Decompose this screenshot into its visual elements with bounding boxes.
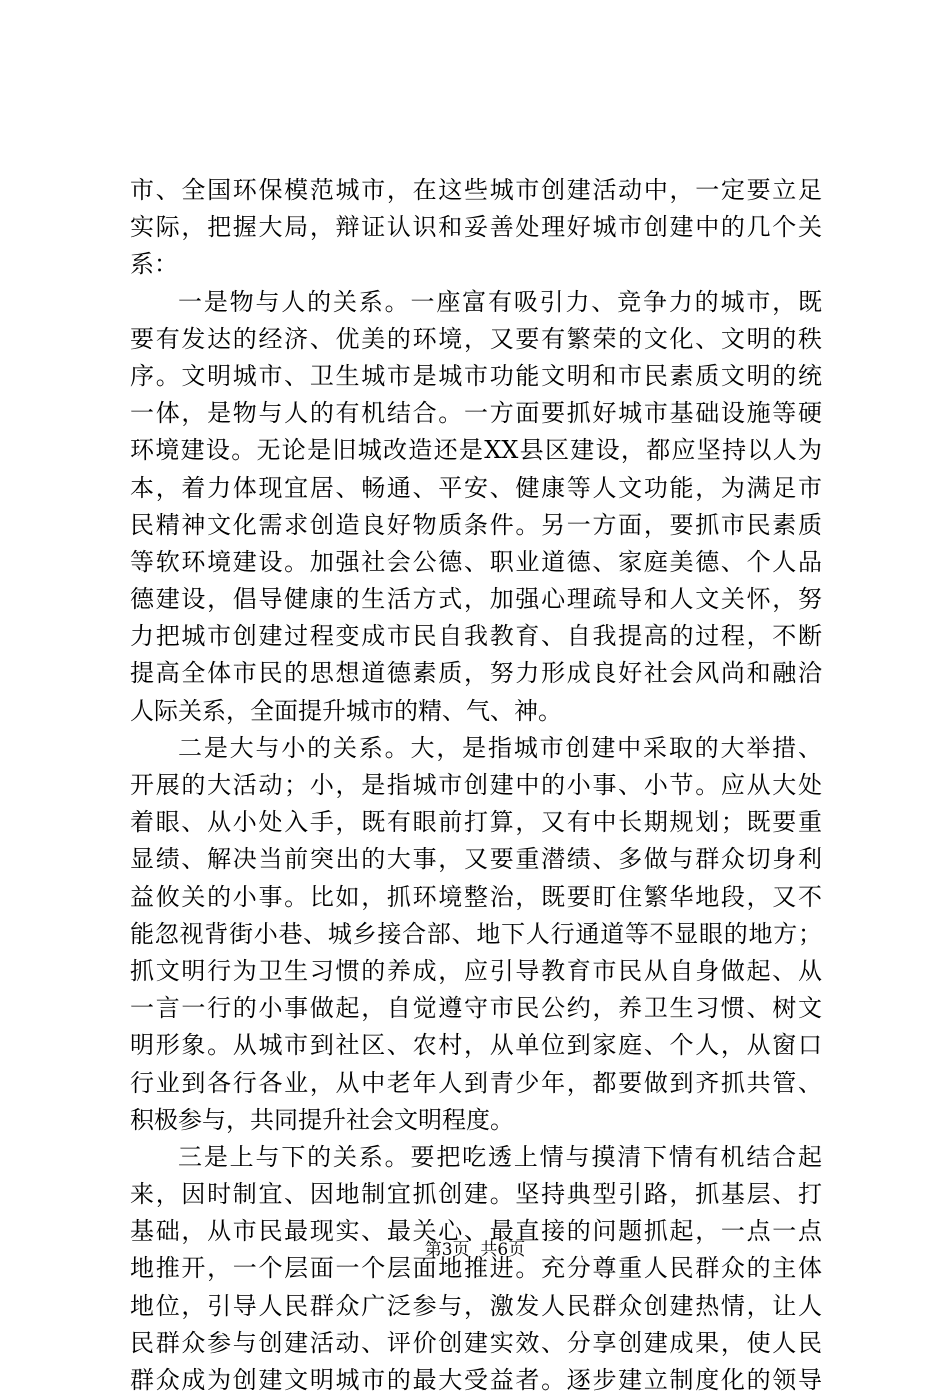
text-line: 一体，是物与人的有机结合。一方面要抓好城市基础设施等硬 xyxy=(130,399,822,428)
page-footer xyxy=(0,1238,950,1262)
text-line: 着眼、从小处入手，既有眼前打算，又有中长期规划；既要重 xyxy=(130,808,822,837)
text-line: 系： xyxy=(130,250,178,279)
text-line: 序。文明城市、卫生城市是城市功能文明和市民素质文明的统 xyxy=(130,361,822,390)
text-line: 一言一行的小事做起，自觉遵守市民公约，养卫生习惯、树文 xyxy=(130,994,822,1023)
text-line: 地位，引导人民群众广泛参与，激发人民群众创建热情，让人 xyxy=(130,1291,822,1320)
text-line: 积极参与，共同提升社会文明程度。 xyxy=(130,1105,514,1134)
text-line: 市、全国环保模范城市，在这些城市创建活动中，一定要立足 xyxy=(130,176,822,204)
text-line: 二是大与小的关系。大，是指城市创建中采取的大举措、 xyxy=(178,733,822,762)
text-line: 德建设，倡导健康的生活方式，加强心理疏导和人文关怀，努 xyxy=(130,585,822,614)
text-line: 抓文明行为卫生习惯的养成，应引导教育市民从自身做起、从 xyxy=(130,956,822,985)
text-line: 一是物与人的关系。一座富有吸引力、竞争力的城市，既 xyxy=(178,287,822,316)
text-line: 益攸关的小事。比如，抓环境整治，既要盯住繁华地段，又不 xyxy=(130,882,822,911)
text-line: 等软环境建设。加强社会公德、职业道德、家庭美德、个人品 xyxy=(130,547,822,576)
text-line: 提高全体市民的思想道德素质，努力形成良好社会风尚和融洽 xyxy=(130,659,822,688)
text-line: 明形象。从城市到社区、农村，从单位到家庭、个人，从窗口 xyxy=(130,1031,822,1060)
text-line: 本，着力体现宜居、畅通、平安、健康等人文功能，为满足市 xyxy=(130,473,822,502)
text-line: 行业到各行各业，从中老年人到青少年，都要做到齐抓共管、 xyxy=(130,1068,822,1097)
text-line: 环境建设。无论是旧城改造还是XX县区建设，都应坚持以人为 xyxy=(130,436,822,465)
text-line: 实际，把握大局，辩证认识和妥善处理好城市创建中的几个关 xyxy=(130,213,822,242)
text-line: 要有发达的经济、优美的环境，又要有繁荣的文化、文明的秩 xyxy=(130,324,822,353)
text-line: 人际关系，全面提升城市的精、气、神。 xyxy=(130,696,562,725)
text-line: 民精神文化需求创造良好物质条件。另一方面，要抓市民素质 xyxy=(130,510,822,539)
text-line: 开展的大活动；小，是指城市创建中的小事、小节。应从大处 xyxy=(130,771,822,799)
text-line: 群众成为创建文明城市的最大受益者。逐步建立制度化的领导 xyxy=(130,1366,822,1394)
document-body xyxy=(130,172,822,1399)
text-line: 三是上与下的关系。要把吃透上情与摸清下情有机结合起 xyxy=(178,1142,822,1171)
text-line: 基础，从市民最现实、最关心、最直接的问题抓起，一点一点 xyxy=(130,1217,822,1246)
text-line: 地推开，一个层面一个层面地推进。充分尊重人民群众的主体 xyxy=(130,1254,822,1283)
text-line: 力把城市创建过程变成市民自我教育、自我提高的过程，不断 xyxy=(130,622,822,651)
text-line: 来，因时制宜、因地制宜抓创建。坚持典型引路，抓基层、打 xyxy=(130,1180,822,1209)
text-line: 能忽视背街小巷、城乡接合部、地下人行通道等不显眼的地方； xyxy=(130,919,822,948)
text-line: 显绩、解决当前突出的大事，又要重潜绩、多做与群众切身利 xyxy=(130,845,822,874)
text-line: 民群众参与创建活动、评价创建实效、分享创建成果，使人民 xyxy=(130,1328,822,1357)
page-number: 第3页 共6页 xyxy=(424,1240,526,1260)
